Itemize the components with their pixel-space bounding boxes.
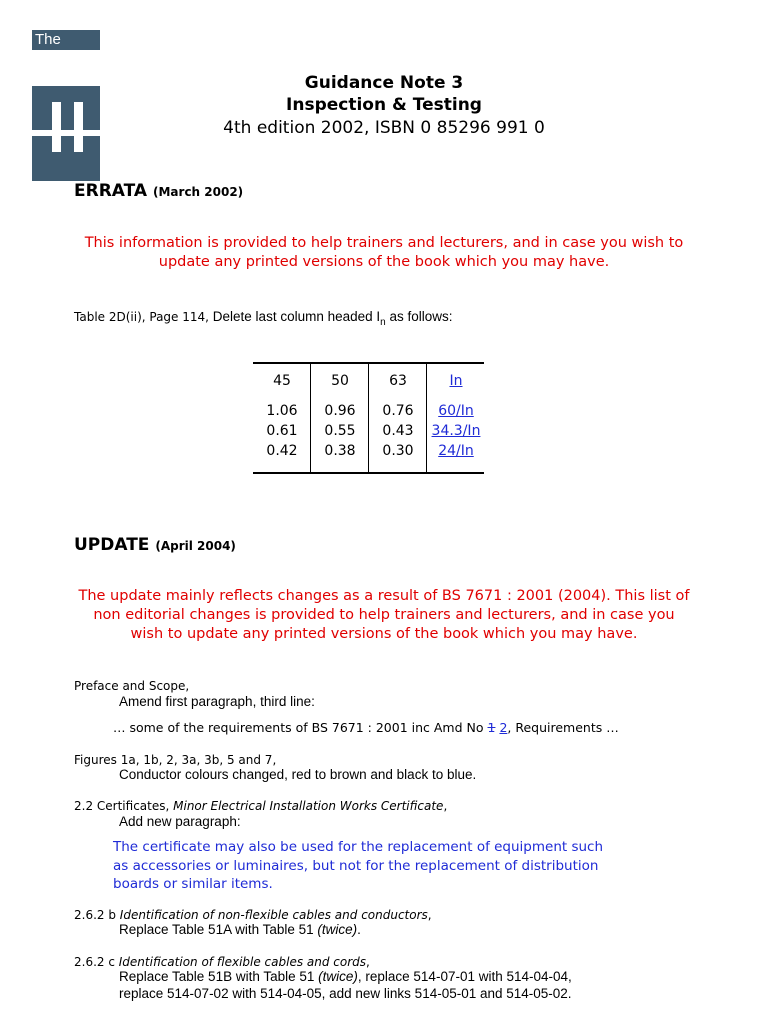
logo-text: The (35, 31, 61, 48)
errata-table (253, 362, 484, 474)
table-cell: 0.61 (266, 423, 298, 439)
certificates-para-line: as accessories or luminaires, but not for the replacement of distribution (113, 857, 599, 874)
preface-line2 (113, 720, 619, 735)
update-notice-line: non editorial changes is provided to help trainers and lecturers, and in case you (93, 607, 675, 623)
certificates-new-paragraph (113, 838, 603, 894)
instruction-ref: Table 2D(ii), Page 114, (74, 310, 213, 324)
preface-struck-number: 1 (487, 720, 496, 735)
logo-the-bar (32, 30, 100, 50)
update-notice-line: The update mainly reflects changes as a result of BS 7671 : 2001 (2004). This list of (78, 588, 690, 604)
table-header-deleted: In (449, 373, 463, 389)
item-262b-label-italic: Identification of non-flexible cables and conductors (119, 908, 428, 922)
errata-date: (March 2002) (153, 185, 244, 199)
preface-line2-post: , Requirements … (507, 720, 619, 735)
table-cell: 0.42 (266, 443, 298, 459)
update-date: (April 2004) (155, 539, 236, 553)
item-262b-label-pre: 2.6.2 b (74, 908, 120, 922)
item-262c-line2: replace 514-07-02 with 514-04-05, add new links 514-05-01 and 514-05-02. (119, 986, 572, 1001)
certificates-line1: Add new paragraph: (119, 814, 241, 829)
errata-notice-line: This information is provided to help trainers and lecturers, and in case you wish to (84, 235, 684, 251)
table-cell: 0.76 (382, 403, 414, 419)
update-notice (0, 587, 768, 644)
item-262c-line1-pre: Replace Table 51B with Table 51 (119, 969, 319, 984)
table-cell: 0.96 (324, 403, 356, 419)
doc-title: Guidance Note 3 (304, 73, 464, 93)
preface-line1: Amend first paragraph, third line: (119, 694, 315, 709)
table-cell-deleted: 24/In (438, 443, 474, 459)
instruction-main: Delete last column headed I (212, 309, 381, 324)
item-262b-label (74, 908, 432, 922)
instruction-suffix: as follows: (385, 309, 453, 324)
preface-label: Preface and Scope, (74, 679, 190, 693)
table-cell: 0.55 (324, 423, 356, 439)
doc-edition: 4th edition 2002, ISBN 0 85296 991 0 (223, 118, 545, 138)
update-heading (74, 535, 236, 555)
table-cell-deleted: 34.3/In (431, 423, 481, 439)
doc-subtitle: Inspection & Testing (286, 95, 482, 115)
figures-line1: Conductor colours changed, red to brown and black to blue. (119, 767, 477, 782)
certificates-label-post: , (443, 799, 448, 813)
figures-label: Figures 1a, 1b, 2, 3a, 3b, 5 and 7, (74, 753, 277, 767)
item-262c-label-pre: 2.6.2 c (74, 955, 119, 969)
item-262b-line1-italic: (twice) (317, 922, 358, 937)
item-262c-label-post: , (366, 955, 370, 969)
item-262b-line1 (119, 922, 361, 937)
item-262c-line1-italic: (twice) (318, 969, 358, 984)
logo-gap (52, 136, 61, 152)
preface-new-number: 2 (499, 720, 508, 735)
item-262c-label-italic: Identification of flexible cables and cords (118, 955, 367, 969)
errata-notice-line: update any printed versions of the book which you may have. (158, 254, 610, 270)
table-cell: 0.38 (324, 443, 356, 459)
item-262b-label-post: , (427, 908, 432, 922)
errata-heading (74, 181, 243, 201)
table-header: 45 (273, 373, 291, 389)
certificates-label-italic: Minor Electrical Installation Works Certificate (173, 799, 444, 813)
item-262c-line1 (119, 969, 572, 984)
item-262b-line1-pre: Replace Table 51A with Table 51 (119, 922, 318, 937)
item-262b-line1-post: . (357, 922, 361, 937)
table-cell: 1.06 (266, 403, 298, 419)
certificates-para-line: boards or similar items. (113, 876, 273, 892)
instruction-sub: n (380, 317, 386, 329)
logo-gap (74, 136, 83, 152)
preface-line2-pre: … some of the requirements of BS 7671 : 2001 inc Amd No (113, 720, 488, 735)
update-notice-line: wish to update any printed versions of the book which you may have. (130, 626, 638, 642)
update-heading-text: UPDATE (74, 535, 150, 555)
errata-instruction (74, 306, 452, 328)
certificates-label-pre: 2.2 Certificates, (74, 799, 174, 813)
errata-heading-text: ERRATA (74, 181, 148, 201)
item-262c-label (74, 955, 370, 969)
logo-block-bottom (32, 136, 100, 181)
certificates-label (74, 799, 447, 813)
table-cell: 0.43 (382, 423, 414, 439)
table-cell: 0.30 (382, 443, 414, 459)
table-header: 50 (331, 373, 349, 389)
certificates-para-line: The certificate may also be used for the replacement of equipment such (113, 839, 604, 855)
table-cell-deleted: 60/In (438, 403, 474, 419)
item-262c-line1-post: , replace 514-07-01 with 514-04-04, (357, 969, 572, 984)
table-header: 63 (389, 373, 407, 389)
errata-notice (0, 234, 768, 272)
